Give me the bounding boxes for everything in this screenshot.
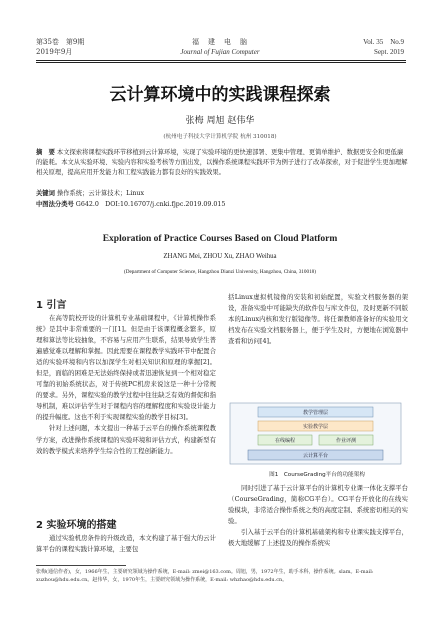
header-rule-2 xyxy=(36,62,406,63)
classification xyxy=(36,200,408,210)
header-volume-cn: 第35卷 第9期 xyxy=(36,38,85,46)
section-2-body xyxy=(36,533,216,555)
figure-1-caption: 图1 CourseGrading平台的功能架构 xyxy=(269,472,365,478)
english-affiliation: (Department of Computer Science, Hangzhou Dianzi University, Hangzhou, China, 310018) xyxy=(124,269,316,275)
header-rule xyxy=(36,60,406,61)
intro-paragraph-1: 在高等院校开设的计算机专业基础课程中，《计算机操作系统》是其中非常重要的一门[1]。但是由于该课程概念繁多，原理和算法等比较抽象，不容易与应用产生联系，结果导致学生普遍感觉难以理解和掌握。因此需要在课程教学实践环节中配置合适的实验环境和内容以加深学生对相关知识和原理的掌握[2]。但是，面临的困难是无法始终保持或者迅速恢复到一个相对稳定可靠的初始系统状态，对于传统PC机房来说这是一种十分常规的要求。另外，课程实验的教学过程中往往缺乏有效的督促和指导机制，难以评估学生对于课程内容的理解程度和实验设计能力的提升幅度。这也不利于实现课程实验的教学目标[3]。 xyxy=(36,314,216,422)
right-paragraph-3: 引入基于云平台的计算机基础架构和专业课实践支撑平台，极大地缓解了上述提及的操作系统实 xyxy=(228,528,408,548)
english-authors: ZHANG Mei, ZHOU Xu, ZHAO Weihua xyxy=(163,253,277,260)
paper-title: 云计算环境中的实践课程探索 xyxy=(109,85,331,105)
keywords-text: 操作系统；云计算技术；Linux xyxy=(56,190,145,197)
abstract-label: 摘 要 xyxy=(36,149,55,156)
figure-box-teaching-label: 实验教学层 xyxy=(302,424,329,430)
figure-box-coding-label: 在线编程 xyxy=(274,438,296,444)
classification-label: 中图法分类号 xyxy=(36,201,74,208)
intro-body xyxy=(36,313,216,457)
figure-1-diagram xyxy=(228,401,403,466)
header-journal-cn: 福 建 电 脑 xyxy=(192,38,248,46)
section-1-heading: 1 引言 xyxy=(36,300,67,311)
english-title: Exploration of Practice Courses Based on Cloud Platform xyxy=(102,234,338,244)
right-paragraph-2: 同时引进了基于云计算平台的计算机专业课一体化支撑平台（CourseGrading，简称CG平台）。CG平台开放化的在线实验模块，非常适合操作系统之类的高度定制、系统密切相关的实验。 xyxy=(228,484,408,526)
paper-authors: 张梅 周旭 赵伟华 xyxy=(185,116,255,126)
header-volume-en: Vol. 35 No.9 xyxy=(363,38,404,46)
header-journal-en: Journal of Fujian Computer xyxy=(180,48,260,56)
section-2-heading: 2 实验环境的搭建 xyxy=(36,520,117,531)
paper-affiliation: (杭州电子科技大学计算机学院 杭州 310018) xyxy=(163,134,277,140)
section-2-paragraph-1: 通过实验机房条件的升级改造，本文构建了基于强大的云计算平台的课程实践计算环境，主要包 xyxy=(36,534,216,554)
abstract xyxy=(36,148,408,178)
figure-box-management-label: 教学管理层 xyxy=(302,410,329,416)
keywords xyxy=(36,189,408,199)
classification-text: G642.0 DOI:10.16707/j.cnki.fjpc.2019.09.015 xyxy=(75,201,226,208)
right-body-lower xyxy=(228,483,408,549)
author-footnote: 张梅(通信作者)，女，1966年生，主要研究领域为操作系统，E-mail: zmei@163.com。周旭，男，1972年生，助手本科，操作系统。slam。E-mail: xuzhou@hdu.edu.cn。赵伟华，女，1970年生，主要研究领域为操作系统，E-mail: whzhao@hdu.edu.cn。 xyxy=(36,569,374,583)
intro-paragraph-2: 针对上述问题，本文提出一种基于云平台的操作系统课程教学方案，改进操作系统课程的实验环境和评估方式，构建新型有效的教学模式来培养学生综合性的工程创新能力。 xyxy=(36,424,216,455)
header-date-en: Sept. 2019 xyxy=(374,48,404,56)
right-paragraph-1: 括Linux虚拟机镜像的安装和初始配置，实验文档服务器的架设，准备实验中可能缺失的软件包与库文件包，及时更新不同版本的Linux内核和发行版镜像等。将任课教师准备好的实验用文档发布在实验文档服务器上，便于学生及时，方便地在浏览器中查看和访问[4]。 xyxy=(228,293,408,346)
abstract-text: 本文探索将课程实践环节移植到云计算环境，实现了实验环境的更快速部署、更集中管理、更简单维护、数据更安全和更低廉的能耗。本文从实验环境、实验内容和实验考核等方面出发，以操作系统课程实践环节为例子进行了改革探索，对于促进学生更加理解相关原理，提高应用开发能力和工程实践能力都有良好的实践效果。 xyxy=(36,149,408,176)
footnote-rule xyxy=(36,565,126,566)
figure-box-cloud-label: 云计算平台 xyxy=(302,453,329,459)
figure-box-grading-label: 作业评测 xyxy=(335,438,357,444)
header-date-cn: 2019年9月 xyxy=(36,48,73,56)
keywords-label: 关键词 xyxy=(36,190,55,197)
